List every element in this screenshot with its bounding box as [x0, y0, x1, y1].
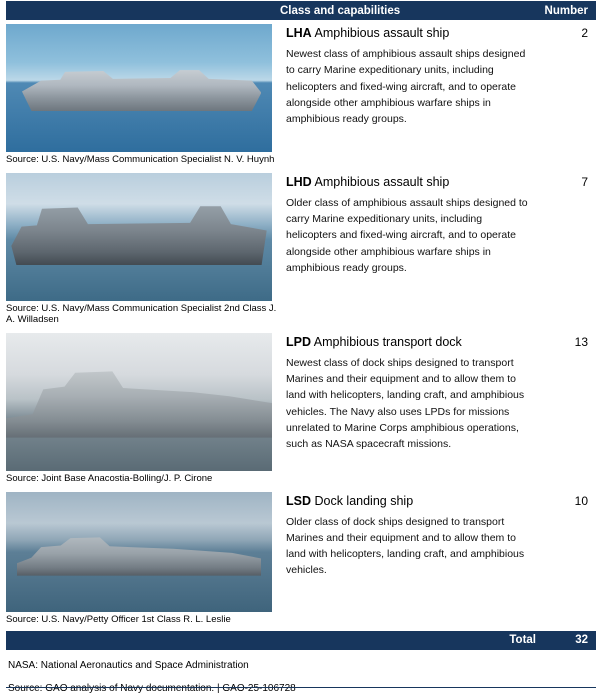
- photo-credit: Source: U.S. Navy/Petty Officer 1st Class R. L. Leslie: [6, 613, 231, 625]
- ship-class-name: Amphibious transport dock: [311, 334, 462, 349]
- row-text-cell: [280, 169, 534, 276]
- ship-class-code: LHA: [286, 26, 312, 40]
- row-text-cell: [280, 488, 534, 579]
- table-total-row: [6, 631, 596, 650]
- ship-class-title: [286, 335, 534, 350]
- header-number-label: Number: [544, 4, 588, 17]
- bottom-divider: [6, 687, 596, 688]
- table-header: [6, 1, 596, 20]
- row-image-cell: [6, 488, 280, 629]
- table-row: [6, 20, 596, 169]
- total-label: Total: [509, 634, 536, 647]
- row-image-cell: [6, 169, 280, 329]
- ship-class-code: LSD: [286, 493, 311, 508]
- row-text-cell: [280, 329, 534, 453]
- ship-class-description: Newest class of dock ships designed to transport Marines and their equipment and to allow them to land with helicopters, landing craft, and amphibious vehicles. The Navy also uses LPDs for missions unrelated to Marine Corps amphibious operations, such as NASA spacecraft missions.: [286, 356, 525, 451]
- ship-class-title: [286, 175, 534, 190]
- ship-class-number: 2: [581, 26, 588, 40]
- ship-class-description: Older class of dock ships designed to transport Marines and their equipment and to allow them to land with helicopters, landing craft, and amphibious vehicles.: [286, 515, 525, 577]
- ship-class-name: Dock landing ship: [311, 493, 414, 508]
- total-value: 32: [575, 634, 588, 647]
- photo-credit: Source: U.S. Navy/Mass Communication Specialist N. V. Huynh: [6, 154, 275, 165]
- table-row: [6, 329, 596, 488]
- header-class-label: Class and capabilities: [280, 4, 401, 17]
- ship-class-number: 10: [574, 493, 588, 508]
- ship-class-code: LHD: [286, 174, 312, 189]
- photo-credit: Source: U.S. Navy/Mass Communication Specialist 2nd Class J. A. Willadsen: [6, 302, 277, 325]
- ship-class-description: Older class of amphibious assault ships designed to carry Marine expeditionary units, including helicopters and fixed-wing aircraft, and to operate alongside other amphibious warfare ships in amphibious ready groups.: [286, 196, 528, 274]
- ship-class-code: LPD: [286, 334, 311, 349]
- ship-class-name: Amphibious assault ship: [311, 26, 450, 40]
- ship-photo-lpd: [6, 333, 272, 471]
- row-text-cell: [280, 20, 534, 127]
- ship-class-name: Amphibious assault ship: [311, 174, 450, 189]
- source-note: Source: GAO analysis of Navy documentation. | GAO-25-106728: [8, 682, 296, 694]
- ship-photo-lhd: [6, 173, 272, 301]
- ship-photo-lha: [6, 24, 272, 152]
- footnote-abbreviation: NASA: National Aeronautics and Space Administration: [8, 659, 249, 671]
- row-image-cell: [6, 329, 280, 488]
- photo-credit: Source: Joint Base Anacostia-Bolling/J. P. Cirone: [6, 472, 213, 484]
- ship-class-number: 13: [574, 334, 588, 349]
- ship-class-title: [286, 26, 534, 41]
- ship-class-title: [286, 494, 534, 509]
- ship-photo-lsd: [6, 492, 272, 612]
- row-image-cell: [6, 20, 280, 169]
- document-page: [0, 1, 602, 694]
- table-row: [6, 169, 596, 329]
- ship-class-description: Newest class of amphibious assault ships designed to carry Marine expeditionary units, including helicopters and fixed-wing aircraft, and to operate alongside other amphibious warfare ships in amphibious ready groups.: [286, 48, 526, 126]
- ship-class-number: 7: [581, 174, 588, 189]
- table-row: [6, 488, 596, 629]
